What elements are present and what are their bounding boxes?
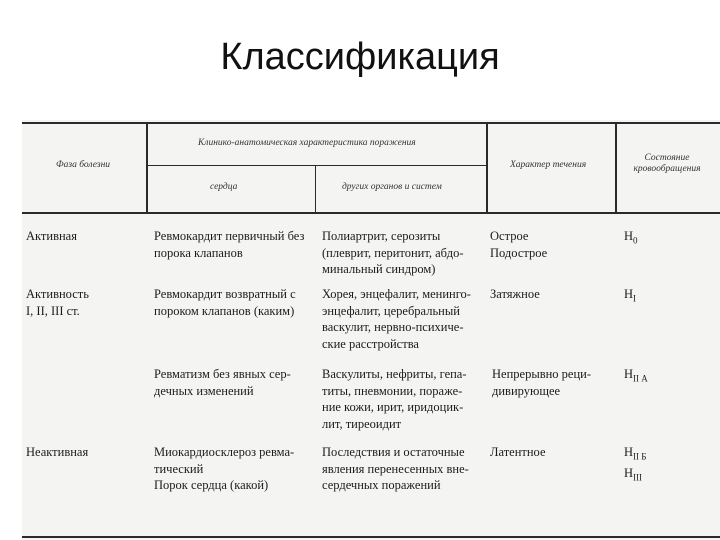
header-circulation bbox=[622, 153, 712, 175]
slide-title: Классификация bbox=[220, 36, 500, 78]
col-rule-2 bbox=[315, 166, 316, 212]
row-2-other: Хорея, энцефалит, менинго- энцефалит, церебральный васкулит, нервно-психиче- ские расстройства bbox=[322, 287, 471, 351]
row-2-heart: Ревмокардит возвратный с пороком клапанов (каким) bbox=[154, 287, 296, 318]
col-rule-4 bbox=[615, 122, 617, 212]
header-circulation-line-2: кровообращения bbox=[633, 164, 701, 174]
row-4-heart: Миокардиосклероз ревма- тический Порок сердца (какой) bbox=[154, 445, 295, 492]
row-2-phase: Активность I, II, III ст. bbox=[26, 287, 89, 318]
row-4-phase: Неактивная bbox=[26, 445, 89, 459]
col-rule-3 bbox=[486, 122, 488, 212]
header-clinical: Клинико-анатомическая характеристика поражения bbox=[198, 138, 416, 148]
header-course: Характер течения bbox=[510, 160, 587, 170]
row-2-course: Затяжное bbox=[490, 287, 540, 301]
header-phase: Фаза болезни bbox=[56, 160, 111, 170]
col-rule-1 bbox=[146, 122, 148, 212]
row-4-circulation: $Н_{II Б}$ $Н_{III}$ bbox=[624, 445, 647, 483]
row-1-phase: Активная bbox=[26, 229, 77, 243]
classification-table bbox=[22, 120, 720, 540]
row-3-heart: Ревматизм без явных сер- дечных изменений bbox=[154, 367, 291, 398]
header-bottom-rule bbox=[22, 212, 720, 214]
subheader-rule bbox=[146, 165, 486, 166]
row-3-circulation: $Н_{II А}$ bbox=[624, 367, 648, 384]
row-1-heart: Ревмокардит первичный без порока клапанов bbox=[154, 229, 305, 260]
row-4-other: Последствия и остаточные явления перенесенных вне- сердечных поражений bbox=[322, 445, 469, 492]
row-4-course: Латентное bbox=[490, 445, 546, 459]
header-circulation-line-1: Состояние bbox=[644, 153, 690, 163]
row-1-course: Острое Подострое bbox=[490, 229, 548, 260]
row-1-circulation: $Н_0$ bbox=[624, 229, 638, 246]
header-other: других органов и систем bbox=[342, 182, 442, 192]
table-bottom-rule bbox=[22, 536, 720, 538]
row-3-other: Васкулиты, нефриты, гепа- титы, пневмонии, пораже- ние кожи, ирит, иридоцик- лит, тиреоидит bbox=[322, 367, 467, 431]
row-3-course: Непрерывно реци- дивирующее bbox=[492, 367, 592, 398]
row-2-circulation: $Н_I$ bbox=[624, 287, 637, 304]
header-heart: сердца bbox=[210, 182, 238, 192]
row-1-other: Полиартрит, серозиты (плеврит, перитонит, абдо- минальный синдром) bbox=[322, 229, 464, 276]
